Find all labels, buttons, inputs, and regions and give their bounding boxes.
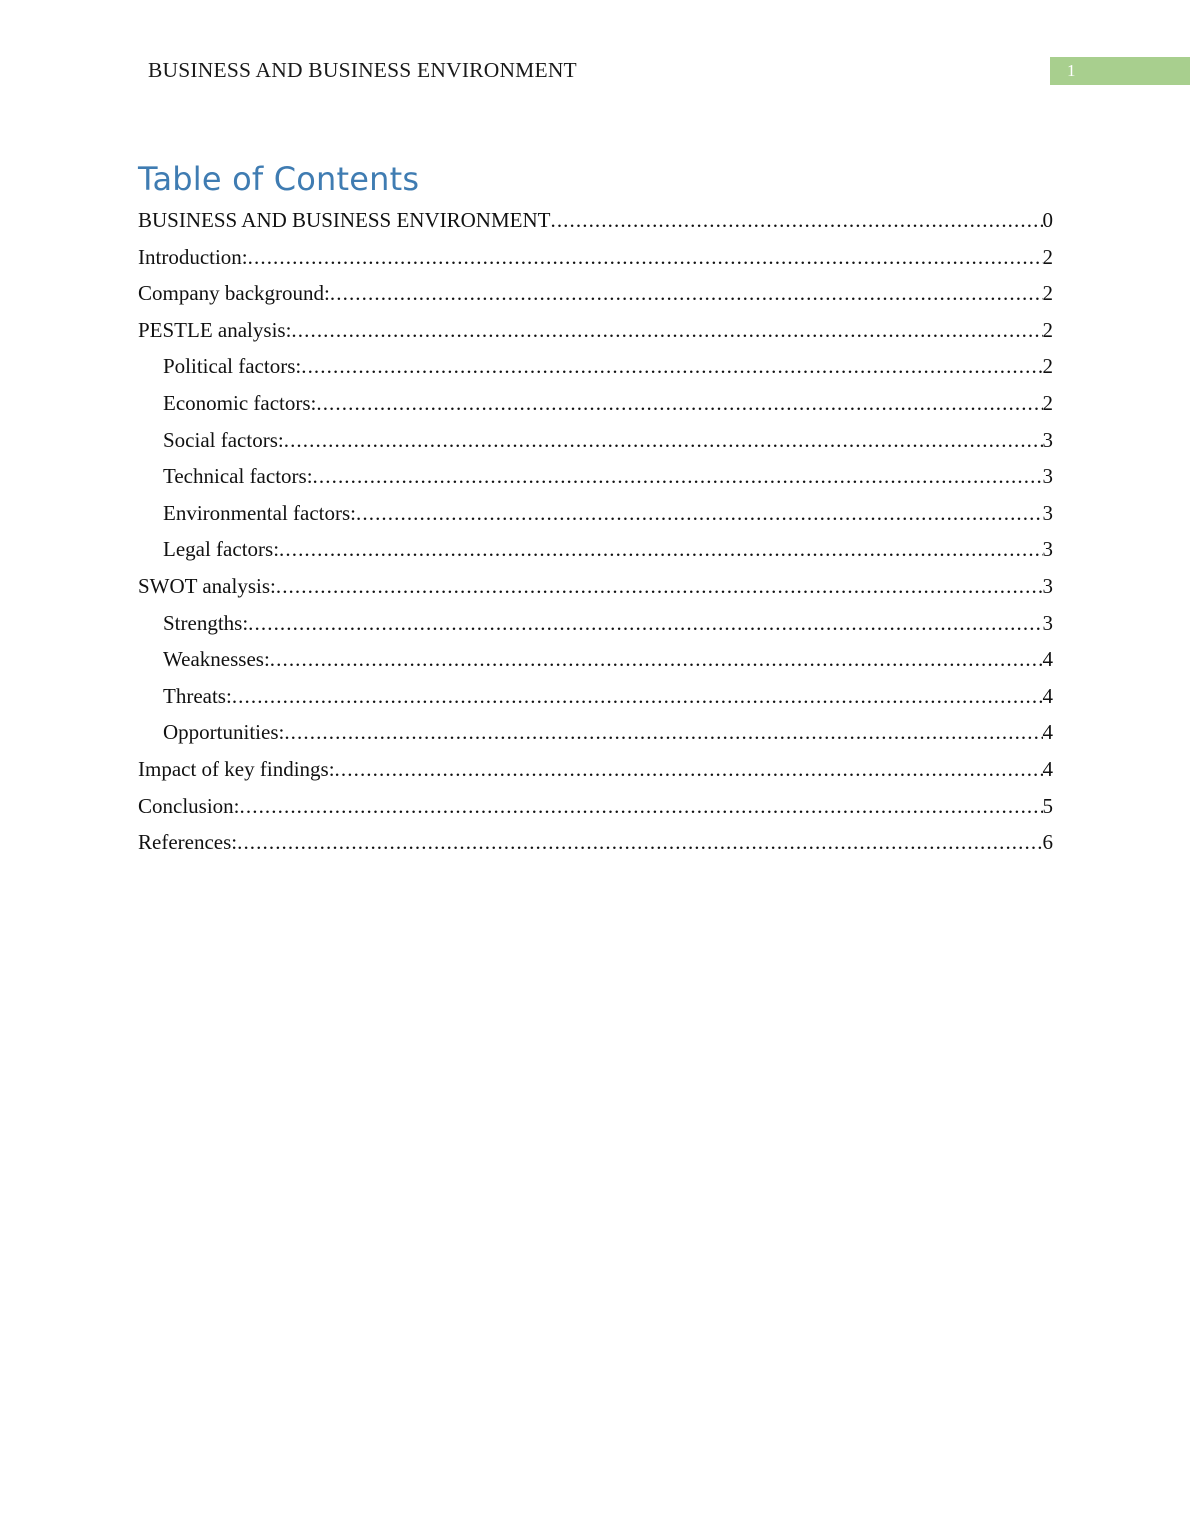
toc-entry[interactable] — [138, 385, 1053, 422]
toc-entry-label: Legal factors: — [163, 537, 280, 562]
toc-entry-label: Economic factors: — [163, 390, 317, 415]
toc-entry-page-number: 3 — [1042, 427, 1053, 452]
toc-entry[interactable] — [138, 531, 1053, 568]
toc-dot-leader — [279, 531, 1042, 568]
toc-entry-label: Environmental factors: — [163, 500, 357, 525]
toc-entry-label: Social factors: — [163, 427, 284, 452]
toc-dot-leader — [335, 751, 1043, 788]
toc-entry-page-number: 6 — [1042, 830, 1053, 855]
toc-entry[interactable] — [138, 495, 1053, 532]
header-title: BUSINESS AND BUSINESS ENVIRONMENT — [148, 58, 577, 82]
toc-entry-page-number: 2 — [1042, 390, 1053, 415]
toc-entry-label: Introduction: — [138, 244, 248, 269]
toc-dot-leader — [316, 385, 1042, 422]
toc-dot-leader — [550, 202, 1042, 239]
toc-entry-label: BUSINESS AND BUSINESS ENVIRONMENT — [138, 208, 551, 232]
toc-entry[interactable] — [138, 568, 1053, 605]
toc-entry-page-number: 3 — [1042, 537, 1053, 562]
toc-entry-page-number: 2 — [1042, 354, 1053, 379]
toc-entry-label: Threats: — [163, 683, 232, 708]
toc-entry-label: Strengths: — [163, 610, 249, 635]
toc-entry-page-number: 3 — [1042, 610, 1053, 635]
toc-entry-page-number: 0 — [1042, 208, 1053, 232]
table-of-contents — [138, 158, 1053, 861]
toc-entry[interactable] — [138, 202, 1053, 239]
toc-entry-label: Weaknesses: — [163, 647, 270, 672]
page-number-text: 1 — [1067, 61, 1076, 80]
toc-dot-leader — [356, 495, 1042, 532]
toc-dot-leader — [291, 312, 1042, 349]
toc-entry[interactable] — [138, 239, 1053, 276]
toc-dot-leader — [232, 678, 1043, 715]
toc-dot-leader — [301, 348, 1042, 385]
toc-entry-label: SWOT analysis: — [138, 573, 276, 598]
toc-entry-page-number: 4 — [1042, 647, 1053, 672]
toc-dot-leader — [270, 641, 1043, 678]
toc-entry[interactable] — [138, 751, 1053, 788]
toc-entry-page-number: 3 — [1042, 464, 1053, 489]
toc-dot-leader — [240, 788, 1043, 825]
page-header — [0, 0, 1190, 110]
toc-dot-leader — [330, 275, 1043, 312]
toc-entry[interactable] — [138, 678, 1053, 715]
toc-entry-page-number: 2 — [1042, 281, 1053, 306]
toc-dot-leader — [276, 568, 1043, 605]
page-title: Table of Contents — [138, 160, 420, 198]
toc-entry[interactable] — [138, 824, 1053, 861]
toc-dot-leader — [248, 605, 1042, 642]
toc-entry-page-number: 2 — [1042, 244, 1053, 269]
toc-entry-label: PESTLE analysis: — [138, 317, 292, 342]
toc-dot-leader — [248, 239, 1043, 276]
toc-entry-page-number: 4 — [1042, 683, 1053, 708]
toc-entry[interactable] — [138, 348, 1053, 385]
page-number-badge — [1050, 57, 1190, 85]
toc-dot-leader — [284, 422, 1043, 459]
toc-entry[interactable] — [138, 312, 1053, 349]
toc-entry-page-number: 4 — [1042, 756, 1053, 781]
toc-entry-label: Technical factors: — [163, 464, 313, 489]
toc-entry-page-number: 2 — [1042, 317, 1053, 342]
toc-entry-label: Political factors: — [163, 354, 302, 379]
toc-entry[interactable] — [138, 422, 1053, 459]
toc-entry-page-number: 3 — [1042, 573, 1053, 598]
toc-entry-label: References: — [138, 830, 238, 855]
toc-entry[interactable] — [138, 275, 1053, 312]
toc-entry[interactable] — [138, 714, 1053, 751]
toc-entry-label: Conclusion: — [138, 793, 240, 818]
toc-dot-leader — [313, 458, 1043, 495]
toc-list — [138, 202, 1053, 861]
toc-entry-label: Opportunities: — [163, 720, 285, 745]
toc-entry-page-number: 3 — [1042, 500, 1053, 525]
toc-entry-page-number: 5 — [1042, 793, 1053, 818]
toc-entry[interactable] — [138, 605, 1053, 642]
toc-entry-label: Impact of key findings: — [138, 756, 335, 781]
toc-entry[interactable] — [138, 788, 1053, 825]
toc-entry[interactable] — [138, 458, 1053, 495]
toc-entry-page-number: 4 — [1042, 720, 1053, 745]
toc-entry-label: Company background: — [138, 281, 330, 306]
toc-dot-leader — [284, 714, 1042, 751]
toc-entry[interactable] — [138, 641, 1053, 678]
toc-dot-leader — [237, 824, 1042, 861]
